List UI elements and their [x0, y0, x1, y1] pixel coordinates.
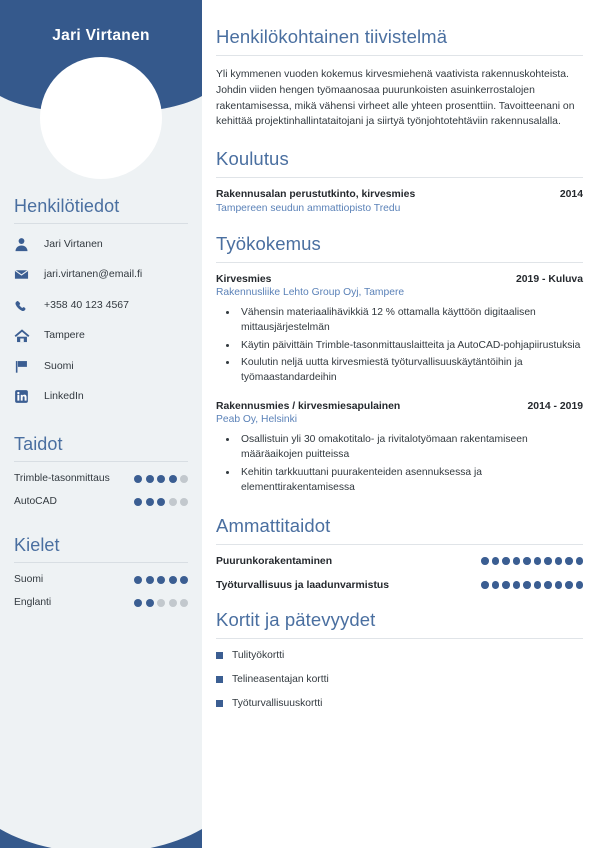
spacer: [0, 418, 202, 434]
certificate-label: Työturvallisuuskortti: [232, 697, 323, 709]
skill-row: [14, 473, 188, 484]
section-personal-info: [0, 196, 202, 406]
contact-item-phone[interactable]: [14, 296, 188, 314]
personal-info-heading: Henkilötiedot: [14, 196, 120, 216]
section-professional-skills: [216, 515, 583, 591]
divider: [216, 544, 583, 545]
language-rating: [134, 576, 188, 584]
education-entry: [216, 189, 583, 214]
bullet-item: • Käytin päivittäin Trimble-tasonmittauslaitteita ja AutoCAD-pohjapiirustuksia: [238, 339, 583, 354]
professional-skill-rating: [481, 557, 583, 565]
certificates-list: [216, 650, 583, 709]
professional-skill-row: [216, 556, 583, 567]
contact-value: Jari Virtanen: [44, 237, 103, 250]
divider: [216, 55, 583, 56]
list-item: [216, 698, 583, 709]
contact-value: Suomi: [44, 359, 74, 372]
languages-heading: Kielet: [14, 535, 60, 555]
divider: [14, 461, 188, 462]
skill-row: [14, 496, 188, 507]
avatar: [40, 57, 162, 179]
education-heading: Koulutus: [216, 148, 289, 170]
section-skills: [0, 434, 202, 507]
section-summary: [216, 26, 583, 130]
sidebar-content: [0, 196, 202, 620]
professional-skill-row: [216, 580, 583, 591]
bullet-item: • Kehitin tarkkuuttani puurakenteiden asennuksessa ja elementtirakentamisessa: [238, 466, 583, 496]
contact-value: +358 40 123 4567: [44, 298, 129, 311]
summary-text: Yli kymmenen vuoden kokemus kirvesmiehenä vaativista rakennuskohteista. Johdin viiden hengen työmaanosaa puurunkoisten asuinkerrostalojen rakentamisessa, mikä vähensi virheet alle yhteen prosenttiin. Tavoitteenani on kehittää projektinhallintataitojani ja siirtyä työnjohtotehtäviin rakennusalalla.: [216, 69, 575, 128]
entry-date: 2014 - 2019: [527, 400, 583, 412]
contact-item-email[interactable]: [14, 266, 188, 284]
language-label: Suomi: [14, 574, 44, 585]
contact-item-name: [14, 235, 188, 253]
entry-title: Rakennusalan perustutkinto, kirvesmies: [216, 189, 416, 201]
main-column: [202, 0, 600, 848]
experience-entry: [216, 401, 583, 496]
skills-heading: Taidot: [14, 434, 63, 454]
certificate-label: Telineasentajan kortti: [232, 673, 329, 685]
cv-name: Jari Virtanen: [52, 27, 150, 44]
sidebar-footer-shape: [0, 718, 202, 848]
spacer: [0, 519, 202, 535]
phone-icon: [14, 296, 36, 314]
entry-bullets: [216, 306, 583, 386]
sidebar: [0, 0, 202, 848]
square-bullet-icon: [216, 700, 223, 707]
entry-subtitle: Rakennusliike Lehto Group Oyj, Tampere: [216, 287, 405, 299]
professional-skill-label: Puurunkorakentaminen: [216, 555, 333, 567]
entry-subtitle: Peab Oy, Helsinki: [216, 414, 298, 426]
experience-heading: Työkokemus: [216, 232, 321, 254]
person-icon: [14, 235, 36, 253]
bullet-item: • Osallistuin yli 30 omakotitalo- ja rivitalotyömaan rakentamiseen määräaikojen puitteissa: [238, 433, 583, 463]
section-experience: [216, 233, 583, 496]
language-rating: [134, 599, 188, 607]
section-certificates: [216, 609, 583, 709]
contact-value: Tampere: [44, 329, 85, 342]
linkedin-icon: [14, 388, 36, 406]
skill-rating: [134, 475, 188, 483]
entry-title: Kirvesmies: [216, 273, 272, 285]
contact-value: LinkedIn: [44, 390, 84, 403]
skill-label: Trimble-tasonmittaus: [14, 473, 110, 484]
language-label: Englanti: [14, 597, 52, 608]
skill-rating: [134, 498, 188, 506]
contact-value: jari.virtanen@email.fi: [44, 268, 143, 281]
divider: [216, 638, 583, 639]
contact-item-nationality: [14, 357, 188, 375]
skill-label: AutoCAD: [14, 496, 57, 507]
section-education: [216, 148, 583, 214]
list-item: [216, 650, 583, 661]
bullet-item: • Koulutin neljä uutta kirvesmiestä työturvallisuuskäytäntöihin ja työmaastandardeihin: [238, 356, 583, 386]
entry-date: 2014: [559, 189, 583, 201]
divider: [14, 562, 188, 563]
professional-skill-label: Työturvallisuus ja laadunvarmistus: [216, 579, 390, 591]
certificate-label: Tulityökortti: [232, 649, 285, 661]
experience-entry: [216, 274, 583, 386]
spacer: [216, 218, 583, 233]
professional-skills-heading: Ammattitaidot: [216, 514, 331, 536]
contact-item-location: [14, 327, 188, 345]
home-icon: [14, 327, 36, 345]
language-row: [14, 574, 188, 585]
divider: [216, 262, 583, 263]
language-row: [14, 597, 188, 608]
list-item: [216, 674, 583, 685]
entry-date: 2019 - Kuluva: [516, 273, 583, 285]
divider: [216, 177, 583, 178]
contact-item-linkedin[interactable]: [14, 388, 188, 406]
square-bullet-icon: [216, 652, 223, 659]
entry-bullets: [216, 433, 583, 495]
certificates-heading: Kortit ja pätevyydet: [216, 608, 376, 630]
divider: [14, 223, 188, 224]
professional-skill-rating: [481, 581, 583, 589]
entry-subtitle: Tampereen seudun ammattiopisto Tredu: [216, 202, 401, 214]
envelope-icon: [14, 266, 36, 284]
spacer: [216, 500, 583, 515]
flag-icon: [14, 357, 36, 375]
square-bullet-icon: [216, 676, 223, 683]
contact-list: [14, 235, 188, 406]
entry-title: Rakennusmies / kirvesmiesapulainen: [216, 400, 401, 412]
bullet-item: • Vähensin materiaalihävikkiä 12 % ottamalla käyttöön digitaalisen mittausjärjestelmän: [238, 306, 583, 336]
summary-heading: Henkilökohtainen tiivistelmä: [216, 26, 448, 47]
section-languages: [0, 535, 202, 608]
